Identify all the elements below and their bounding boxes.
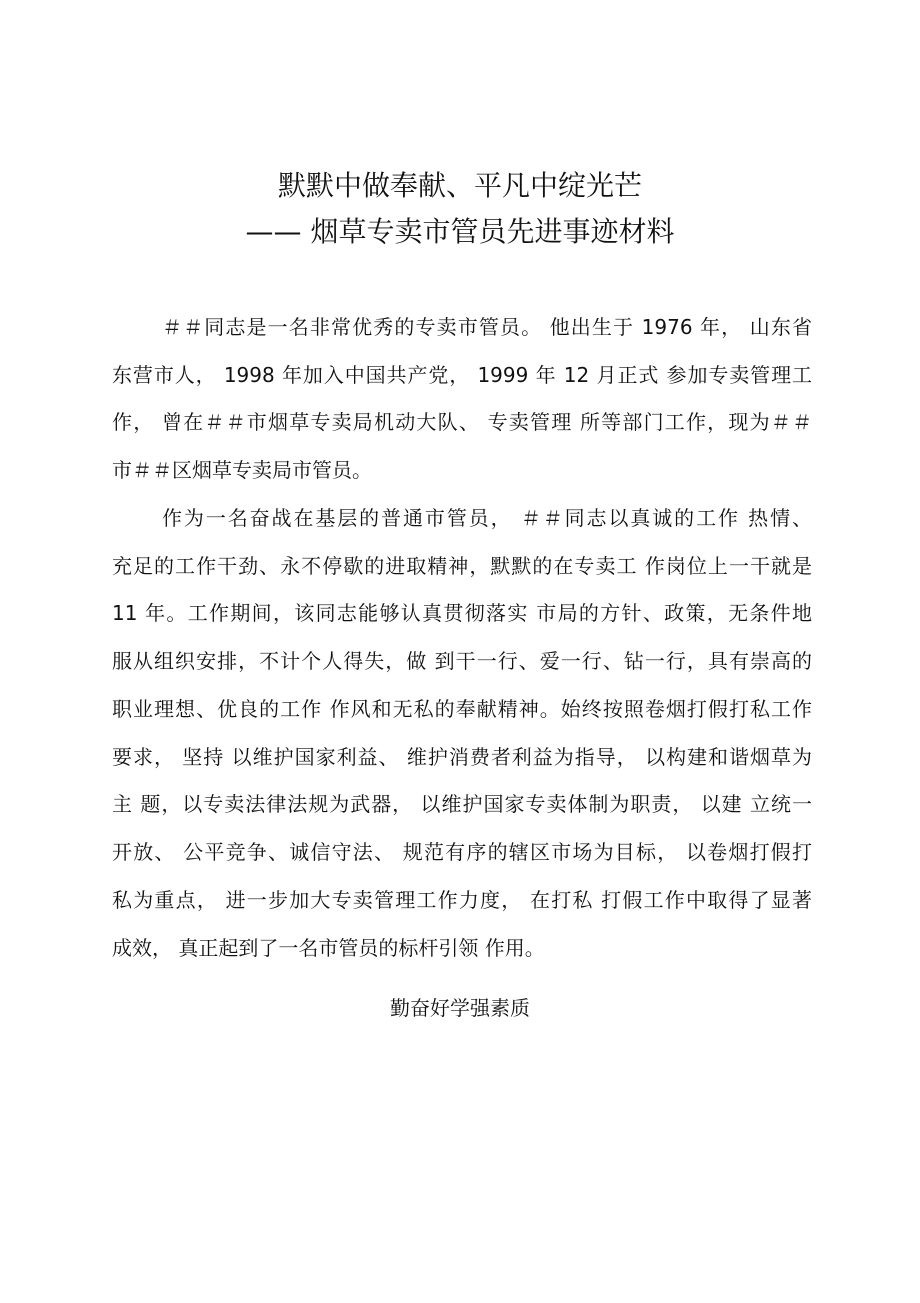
paragraph-2-line-4: 服从组织安排，不计个人得失，做 到干一行、爱一行、钻一行，具有崇高的 — [112, 649, 812, 673]
paragraph-2-line-8: 开放、 公平竞争、诚信守法、 规范有序的辖区市场为目标， 以卷烟打假打 — [112, 840, 812, 864]
paragraph-2-line-7: 主 题，以专卖法律法规为武器， 以维护国家专卖体制为职责， 以建 立统一 — [112, 792, 812, 816]
paragraph-2-line-3: 11 年。工作期间，该同志能够认真贯彻落实 市局的方针、政策，无条件地 — [112, 601, 812, 625]
paragraph-2-line-6: 要求， 坚持 以维护国家利益、 维护消费者利益为指导， 以构建和谐烟草为 — [112, 745, 812, 769]
paragraph-2-line-9: 私为重点， 进一步加大专卖管理工作力度， 在打私 打假工作中取得了显著 — [112, 888, 812, 912]
document-subtitle: —— 烟草专卖市管员先进事迹材料 — [245, 215, 675, 248]
paragraph-2-line-5: 职业理想、优良的工作 作风和无私的奉献精神。始终按照卷烟打假打私工作 — [112, 697, 812, 721]
paragraph-2-line-2: 充足的工作干劲、永不停歇的进取精神，默默的在专卖工 作岗位上一干就是 — [112, 554, 812, 578]
paragraph-1-line-1: ＃＃同志是一名非常优秀的专卖市管员。 他出生于 1976 年， 山东省 — [162, 315, 812, 339]
paragraph-2-line-10: 成效， 真正起到了一名市管员的标杆引领 作用。 — [112, 936, 545, 960]
paragraph-1-line-2: 东营市人， 1998 年加入中国共产党， 1999 年 12 月正式 参加专卖管理工 — [112, 363, 812, 387]
paragraph-1-line-4: 市＃＃区烟草专卖局市管员。 — [112, 458, 372, 482]
paragraph-1-line-3: 作， 曾在＃＃市烟草专卖局机动大队、 专卖管理 所等部门工作，现为＃＃ — [112, 410, 812, 434]
document-title: 默默中做奉献、平凡中绽光芒 — [277, 169, 642, 202]
section-heading: 勤奋好学强素质 — [390, 996, 530, 1020]
paragraph-2-line-1: 作为一名奋战在基层的普通市管员， ＃＃同志以真诚的工作 热情、 — [162, 506, 812, 530]
